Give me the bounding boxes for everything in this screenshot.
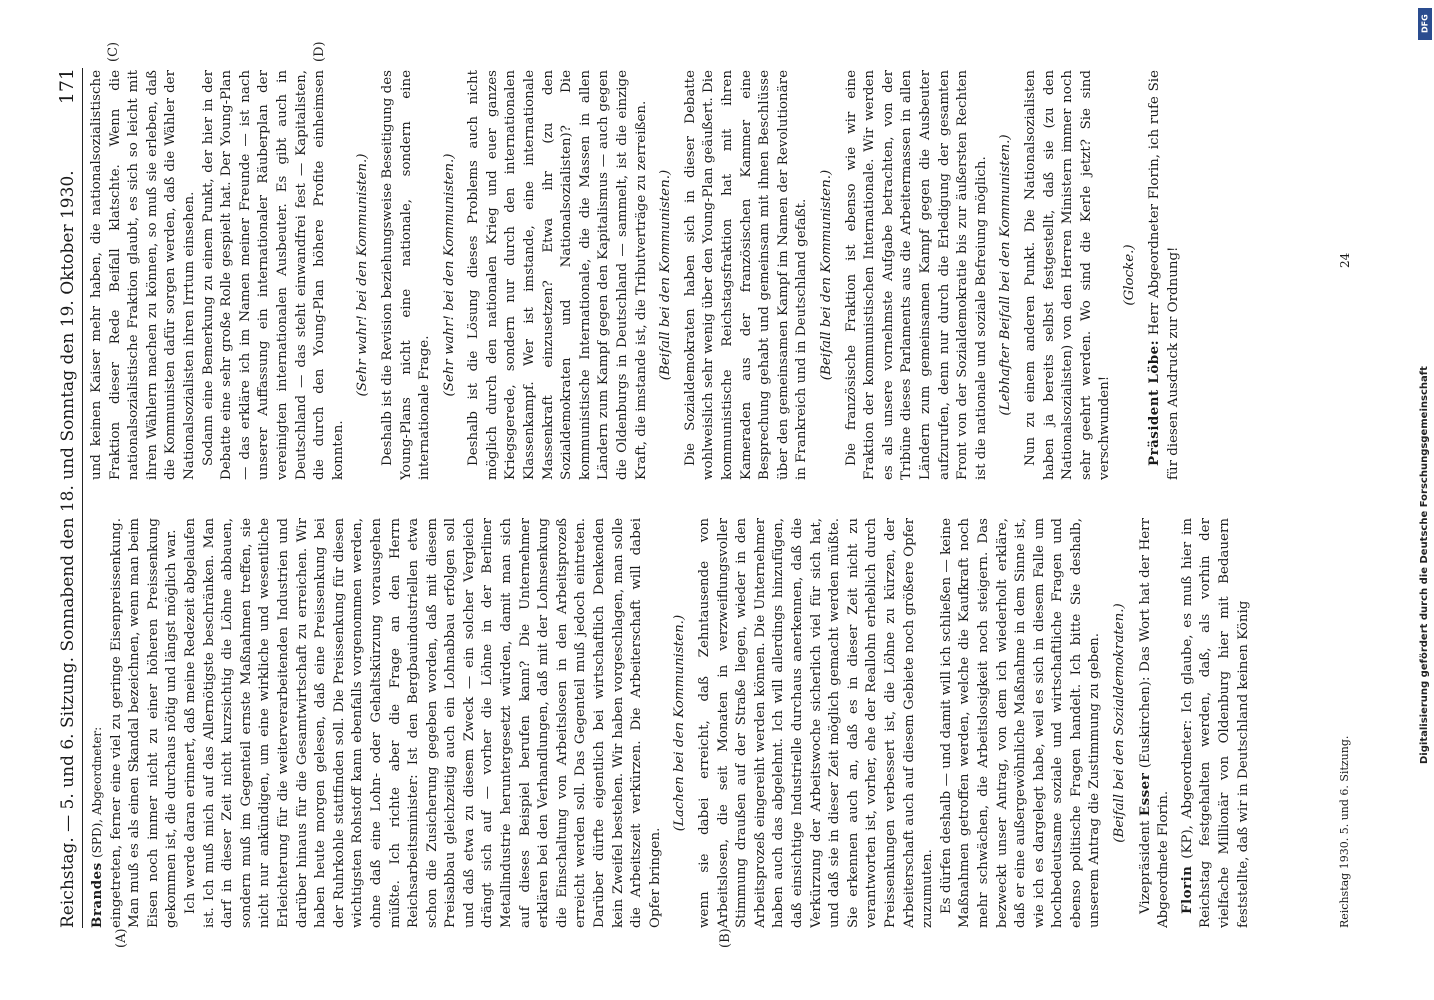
paragraph: Ich werde daran erinnert, daß meine Redezeit abgelaufen ist. Ich muß mich auf das Allernötigste beschränken. Man darf in dieser Zeit nicht kurzsichtig die Löhne abbauen, sondern muß im Gegenteil ernste Maßnahmen treffen, sie nicht nur ankündigen, um eine wirkliche und wesentliche Erleichterung für die weiterverarbeitenden Industrien und darüber hinaus für die Gesamtwirtschaft zu erreichen. Wir haben heute morgen gelesen, daß eine Preissenkung bei der Ruhrkohle stattfinden soll. Die Preissenkung für diesen wichtigsten Rohstoff kann ebenfalls vorgenommen werden, ohne daß eine Lohn- oder Gehaltskürzung vorausgehen müßte. Ich richte aber die Frage an den Herrn Reichsarbeitsminister: Ist den Bergbauindustriellen etwa schon die Zusicherung gegeben worden, daß mit diesem Preisabbau gleichzeitig auch ein Lohnabbau erfolgen soll und daß etwa zu diesem Zweck — ein solcher Vergleich drängt sich auf — vorher die Löhne in der Berliner Metallindustrie heruntergesetzt würden, damit man sich auf dieses Beispiel berufen kann? Die Unternehmer erklären bei den Verhandlungen, daß mit der Lohnsenkung die Einschaltung von Arbeitslosen in den Arbeitsprozeß erreicht werden soll. Das Gegenteil muß jedoch eintreten. Darüber dürfte eigentlich bei wirtschaftlich Denkenden kein Zweifel bestehen. Wir haben vorgeschlagen, man solle die Arbeitszeit verkürzen. Die Arbeiterschaft will dabei Opfer bringen. — [182, 518, 663, 928]
speaker-continuation — [88, 518, 108, 928]
paragraph: Die Sozialdemokraten haben sich in dieser Debatte wohlweislich sehr wenig über den Young-Plan geäußert. Die kommunistische Reichstagsfraktion hat mit ihren Kameraden aus der französischen Kammer eine Besprechung gehabt und gemeinsam mit ihnen Beschlüsse über den gemeinsamen Kampf im Namen der Revolutionäre in Frankreich und in Deutschland gefaßt. — [682, 70, 810, 480]
paragraph: Deshalb ist die Revision beziehungsweise Beseitigung des Young-Plans nicht eine nationale, sondern eine internationale Frage. — [379, 70, 433, 480]
page-header — [56, 68, 83, 928]
paragraph: Deshalb ist die Lösung dieses Problems auch nicht möglich durch den nationalen Krieg und euer ganzes Kriegsgerede, sondern nur durch den internationalen Klassenkampf. Wer ist imstande, eine internationale Massenkraft einzusetzen? Etwa ihr (zu den Sozialdemokraten und Nationalsozialisten)? Die kommunistische Internationale, die die Massen in allen Ländern zum Kampf gegen den Kapitalismus — auch gegen die Oldenburgs in Deutschland — sammelt, ist die einzige Kraft, die imstande ist, die Tributverträge zu zerreißen. — [466, 70, 649, 480]
paragraph: Die französische Fraktion ist ebenso wie wir eine Fraktion der kommunistischen Internationale. Wir werden es als unsere vornehmste Aufgabe betrachten, von der Tribüne dieses Parlaments aus die Arbeitermassen in allen Ländern zum gemeinsamen Kampf gegen die Ausbeuter aufzurufen, denn nur durch die Erledigung der gesamten Front von der Sozialdemokratie bis zur äußersten Rechten ist die nationale und soziale Befreiung möglich. — [843, 70, 989, 480]
paragraph: Nun zu einem anderen Punkt. Die Nationalsozialisten haben ja bereits selbst festgestellt, daß sie (zu den Nationalsozialisten) von den Herren Ministern immer noch sehr geehrt werden. Wo sind die Kerle jetzt? Sie sind verschwunden! — [1022, 70, 1113, 480]
interjection: (Lebhafter Beifall bei den Kommunisten.) — [998, 134, 1014, 416]
speaker-name: Brandes — [89, 862, 105, 928]
margin-marker-b: (B) — [718, 928, 733, 948]
interjection: (Sehr wahr! bei den Kommunisten.) — [441, 153, 457, 397]
right-column — [88, 70, 1328, 480]
paragraph: wenn sie dabei erreicht, daß Zehntausende von Arbeitslosen, die seit Monaten in verzweiflungsvoller Stimmung draußen auf der Straße liegen, wieder in den Arbeitsprozeß eingereiht werden können. Die Unternehmer haben auch das abgelehnt. Ich will allerdings hinzufügen, daß einsichtige Industrielle durchaus anerkennen, daß die Verkürzung der Arbeitswoche sicherlich viel für sich hat, und daß sie in dieser Zeit möglich gemacht werden müßte. Sie erkennen auch an, daß es in dieser Zeit nicht zu verantworten ist, vorher, ehe der Reallohn erheblich durch Preissenkungen verbessert ist, die Löhne zu kürzen, der Arbeiterschaft auch auf diesem Gebiete noch größere Opfer zuzumuten. — [697, 518, 936, 928]
speaker-name: Florin — [1178, 865, 1195, 914]
paragraph: Es dürfen deshalb — und damit will ich schließen — keine Maßnahmen getroffen werden, welche die Kaufkraft noch mehr schwächen, die Arbeitslosigkeit noch steigern. Das bezweckt unser Antrag, von dem ich wiederholt erkläre, daß er eine außergewöhnliche Maßnahme in dem Sinne ist, wie ich es dargelegt habe, weil es sich in diesem Falle um hochbedeutsame soziale und wirtschaftliche Fragen und ebenso politische Fragen handelt. Ich bitte Sie deshalb, unserem Antrag die Zustimmung zu geben. — [938, 518, 1103, 928]
interjection: (Beifall bei den Kommunisten.) — [818, 169, 834, 381]
paragraph-text: (KP), Abgeordneter: Ich glaube, es muß hier im Reichstag festgehalten werden, daß, als vorhin der vielfache Millionär von Oldenburg hier mit Bedauern feststellte, daß wir in Deutschland keinen König — [1179, 518, 1251, 928]
digitization-sidebar — [1418, 8, 1434, 998]
speaker-name: Esser — [1136, 772, 1153, 817]
dfg-logo: DFG — [1418, 8, 1432, 40]
paragraph: und keinen Kaiser mehr haben, die nationalsozialistische Fraktion dieser Rede Beifall klatschte. Wenn die nationalsozialistische Fraktion glaubt, es sich so leicht mit ihren Wählern machen zu können, so muß sie erleben, daß die Kommunisten dafür sorgen werden, daß die Wähler der Nationalsozialisten ihren Irrtum einsehen. — [89, 70, 197, 480]
paragraph: Sodann eine Bemerkung zu einem Punkt, der hier in der Debatte eine sehr große Rolle gespielt hat. Der Young-Plan — das erkläre ich im Namen meiner Freunde — ist nach unserer Auffassung ein internationaler Räuberplan der vereinigten internationalen Ausbeuter. Es gibt auch in Deutschland — das steht einwandfrei fest — Kapitalisten, die durch den Young-Plan höhere Profite einheimsen konnten. — [200, 70, 346, 480]
paragraph — [1178, 518, 1253, 928]
paragraph-text: (Euskirchen): Das Wort hat der Herr Abgeordnete Florin. — [1137, 518, 1172, 928]
rotated-page — [42, 41, 1362, 950]
interjection: (Lachen bei den Kommunisten.) — [672, 614, 688, 832]
speaker-name: Präsident Löbe: — [1146, 339, 1163, 466]
running-head: Reichstag. — 5. und 6. Sitzung. Sonnabend den 18. und Sonntag den 19. Oktober 1930. — [58, 170, 78, 928]
interjection: (Beifall bei den Kommunisten.) — [658, 169, 674, 381]
interjection: (Sehr wahr! bei den Kommunisten.) — [355, 153, 371, 397]
funding-credit: Digitalisierung gefördert durch die Deutsche Forschungsgemeinschaft — [1419, 366, 1430, 764]
interjection: (Beifall bei den Sozialdemokraten.) — [1112, 603, 1128, 843]
page-number: 171 — [56, 68, 78, 105]
footer-imprint: Reichstag 1930. 5. und 6. Sitzung. — [1338, 735, 1351, 928]
interjection: (Glocke.) — [1121, 244, 1137, 306]
left-column — [88, 518, 1328, 928]
margin-marker-a: (A) — [114, 928, 129, 948]
sheet-number: 24 — [1338, 252, 1352, 268]
margin-marker-d: (D) — [312, 41, 327, 62]
paragraph: eingetreten, ferner eine viel zu geringe Eisenpreissenkung. Man muß es als einen Skandal bezeichnen, wenn man beim Eisen noch immer nicht zu einer höheren Preissenkung gekommen ist, die durchaus nötig und längst möglich war. — [108, 518, 180, 928]
page-footer — [1338, 68, 1351, 928]
speaker-party: (SPD), Abgeordneter: — [90, 726, 104, 859]
paragraph — [1145, 70, 1183, 480]
margin-marker-c: (C) — [106, 41, 121, 62]
paragraph — [1136, 518, 1174, 928]
speaker-title: Vizepräsident — [1137, 820, 1153, 914]
paragraph-text: Herr Abgeordneter Florin, ich rufe Sie für diesen Ausdruck zur Ordnung! — [1147, 70, 1182, 480]
